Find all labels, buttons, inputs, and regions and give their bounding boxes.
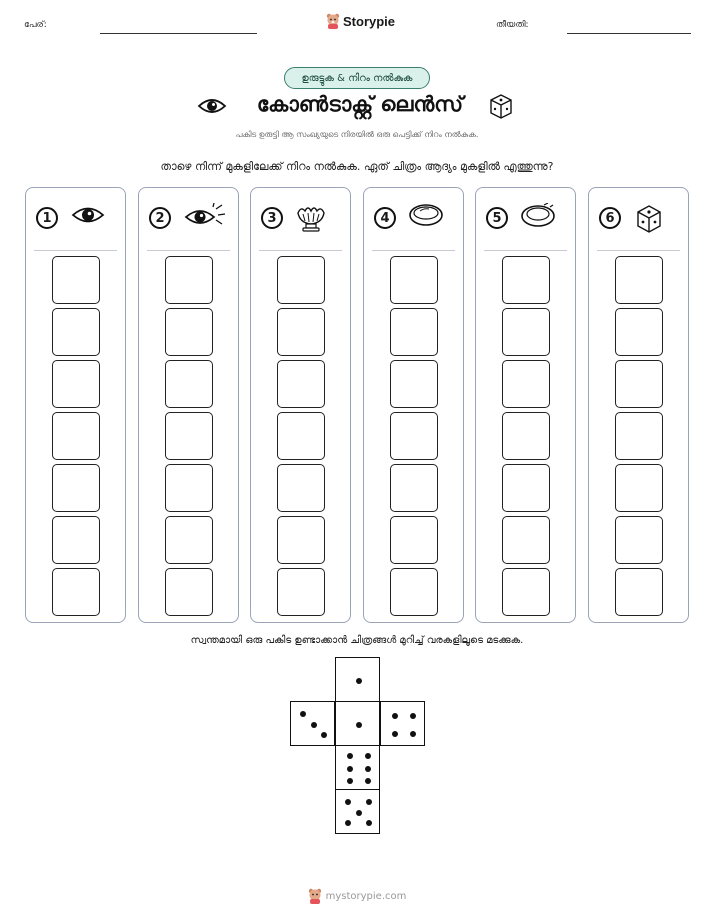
dice-pip: [365, 778, 371, 784]
color-box[interactable]: [165, 516, 213, 564]
color-box[interactable]: [165, 308, 213, 356]
color-box[interactable]: [615, 412, 663, 460]
dice-pip: [365, 753, 371, 759]
eye-icon: [197, 96, 227, 116]
color-box[interactable]: [390, 256, 438, 304]
column-5: [475, 187, 576, 623]
color-box[interactable]: [277, 464, 325, 512]
contact-lens-icon: [408, 203, 444, 231]
color-box[interactable]: [165, 464, 213, 512]
footer-url: mystorypie.com: [325, 890, 407, 902]
column-6: [588, 187, 689, 623]
column-header: [589, 202, 688, 232]
column-number: 5: [486, 207, 508, 229]
name-label: പേര്:: [24, 20, 47, 30]
column-number: 4: [374, 207, 396, 229]
column-1: [25, 187, 126, 623]
color-box[interactable]: [502, 256, 550, 304]
color-box[interactable]: [615, 464, 663, 512]
color-box[interactable]: [277, 360, 325, 408]
dice-pip: [366, 820, 372, 826]
color-box[interactable]: [52, 360, 100, 408]
dice-pip: [356, 810, 362, 816]
color-box[interactable]: [277, 568, 325, 616]
color-box[interactable]: [615, 360, 663, 408]
dice-pip: [345, 799, 351, 805]
dice-pip: [347, 753, 353, 759]
column-header: [139, 202, 238, 232]
lens-case-icon: [295, 203, 327, 237]
color-box[interactable]: [390, 464, 438, 512]
color-box[interactable]: [277, 516, 325, 564]
color-box[interactable]: [502, 412, 550, 460]
column-divider: [484, 250, 567, 251]
column-3: [250, 187, 351, 623]
color-box[interactable]: [615, 308, 663, 356]
color-box[interactable]: [277, 256, 325, 304]
brand-logo: [326, 13, 395, 29]
dice-pip: [366, 799, 372, 805]
column-header: [476, 202, 575, 232]
color-box[interactable]: [165, 256, 213, 304]
color-box[interactable]: [277, 412, 325, 460]
color-box[interactable]: [502, 568, 550, 616]
color-box[interactable]: [52, 516, 100, 564]
date-line[interactable]: [567, 33, 691, 34]
dice-pip: [365, 766, 371, 772]
column-2: [138, 187, 239, 623]
color-box[interactable]: [615, 568, 663, 616]
color-box[interactable]: [52, 256, 100, 304]
dice-pip: [345, 820, 351, 826]
page-subtitle: പകിട ഉരുട്ടി ആ സംഖ്യയുടെ നിരയിൽ ഒരു പെട്ടിക്ക് നിറം നൽകുക.: [235, 130, 479, 139]
eye-sparkle-icon: [183, 203, 227, 233]
color-box[interactable]: [615, 516, 663, 564]
dice-face-5: [335, 789, 380, 834]
bear-icon: [308, 888, 322, 904]
color-box[interactable]: [277, 308, 325, 356]
dice-pip: [356, 678, 362, 684]
dice-face-3: [290, 701, 335, 746]
color-box[interactable]: [390, 360, 438, 408]
bear-icon: [326, 13, 340, 29]
color-box[interactable]: [390, 568, 438, 616]
column-number: 6: [599, 207, 621, 229]
dice-face-1: [335, 657, 380, 702]
column-divider: [259, 250, 342, 251]
column-number: 1: [36, 207, 58, 229]
color-box[interactable]: [390, 308, 438, 356]
color-box[interactable]: [52, 308, 100, 356]
color-box[interactable]: [165, 360, 213, 408]
activity-badge: ഉരുട്ടുക & നിറം നൽകുക: [284, 67, 430, 89]
brand-name: Storypie: [343, 13, 396, 29]
dice-icon: [633, 203, 665, 239]
column-divider: [147, 250, 230, 251]
dice-face-6: [335, 745, 380, 790]
color-box[interactable]: [52, 412, 100, 460]
name-line[interactable]: [100, 33, 257, 34]
color-box[interactable]: [502, 516, 550, 564]
dice-pip: [410, 713, 416, 719]
column-header: [26, 202, 125, 232]
color-box[interactable]: [390, 516, 438, 564]
column-number: 2: [149, 207, 171, 229]
color-box[interactable]: [390, 412, 438, 460]
dice-pip: [392, 731, 398, 737]
column-divider: [34, 250, 117, 251]
dice-pip: [356, 722, 362, 728]
color-box[interactable]: [52, 568, 100, 616]
column-header: [251, 202, 350, 232]
page-title: കോൺടാക്റ്റ് ലെൻസ്: [256, 92, 464, 116]
eye-icon: [70, 203, 106, 231]
coloring-instruction: താഴെ നിന്ന് മുകളിലേക്ക് നിറം നൽകുക. ഏത് ചിത്രം ആദ്യം മുകളിൽ എത്തുന്നു?: [160, 160, 554, 173]
dice-fold-instruction: സ്വന്തമായി ഒരു പകിട ഉണ്ടാക്കാൻ ചിത്രങ്ങൾ മുറിച്ച് വരകളിലൂടെ മടക്കുക.: [190, 635, 524, 646]
dice-icon: [486, 92, 516, 120]
column-divider: [597, 250, 680, 251]
color-box[interactable]: [52, 464, 100, 512]
color-box[interactable]: [165, 568, 213, 616]
dice-pip: [347, 766, 353, 772]
dice-pip: [300, 711, 306, 717]
color-box[interactable]: [615, 256, 663, 304]
lens-dish-icon: [520, 203, 556, 233]
column-divider: [372, 250, 455, 251]
dice-pip: [347, 778, 353, 784]
color-box[interactable]: [502, 464, 550, 512]
color-box[interactable]: [502, 308, 550, 356]
color-box[interactable]: [502, 360, 550, 408]
dice-pip: [321, 732, 327, 738]
footer: [0, 888, 714, 904]
date-label: തീയതി:: [496, 20, 529, 30]
dice-pip: [410, 731, 416, 737]
dice-face-4: [380, 701, 425, 746]
color-box[interactable]: [165, 412, 213, 460]
column-4: [363, 187, 464, 623]
dice-face-1: [335, 701, 380, 746]
column-number: 3: [261, 207, 283, 229]
dice-pip: [311, 722, 317, 728]
dice-pip: [392, 713, 398, 719]
column-header: [364, 202, 463, 232]
